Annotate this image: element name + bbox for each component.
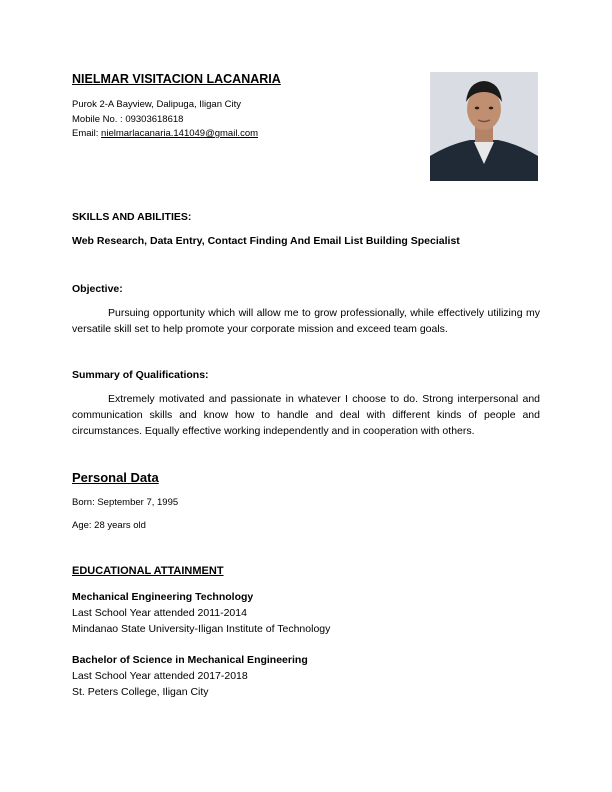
- education-years: Last School Year attended 2017-2018: [72, 670, 248, 682]
- summary-paragraph: [72, 391, 540, 439]
- mobile-label: Mobile No. :: [72, 114, 126, 125]
- education-entry: [72, 589, 330, 637]
- education-degree: Mechanical Engineering Technology: [72, 591, 254, 603]
- summary-heading: Summary of Qualifications:: [72, 369, 209, 381]
- skills-heading: SKILLS AND ABILITIES:: [72, 211, 192, 223]
- email-line: [72, 128, 258, 139]
- birth-date: Born: September 7, 1995: [72, 497, 179, 508]
- mobile-line: [72, 114, 183, 125]
- education-entry: [72, 652, 308, 700]
- applicant-name: NIELMAR VISITACION LACANARIA: [72, 72, 281, 86]
- education-school: Mindanao State University-Iligan Institute of Technology: [72, 623, 331, 635]
- email-link[interactable]: nielmarlacanaria.141049@gmail.com: [101, 128, 259, 139]
- objective-heading: Objective:: [72, 283, 123, 295]
- email-label: Email:: [72, 128, 102, 139]
- objective-text: Pursuing opportunity which will allow me to grow professionally, while effectively utilizing my versatile skill set to help promote your corporate mission and exceed team goals.: [72, 307, 540, 335]
- age: Age: 28 years old: [72, 520, 146, 531]
- skills-text: Web Research, Data Entry, Contact Finding And Email List Building Specialist: [72, 235, 460, 247]
- summary-text: Extremely motivated and passionate in whatever I choose to do. Strong interpersonal and communication skills and know how to handle and deal with different kinds of people and circumstances. Equally effective working independently and in cooperation with others.: [72, 393, 540, 437]
- profile-photo: [430, 72, 538, 181]
- education-years: Last School Year attended 2011-2014: [72, 607, 247, 619]
- education-degree: Bachelor of Science in Mechanical Engineering: [72, 654, 308, 666]
- address: Purok 2-A Bayview, Dalipuga, Iligan City: [72, 99, 241, 110]
- education-heading: EDUCATIONAL ATTAINMENT: [72, 565, 224, 577]
- personal-data-heading: Personal Data: [72, 470, 159, 485]
- profile-photo-graphic: [430, 72, 538, 181]
- education-school: St. Peters College, Iligan City: [72, 686, 209, 698]
- mobile-number: 09303618618: [125, 114, 184, 125]
- objective-paragraph: [72, 305, 540, 337]
